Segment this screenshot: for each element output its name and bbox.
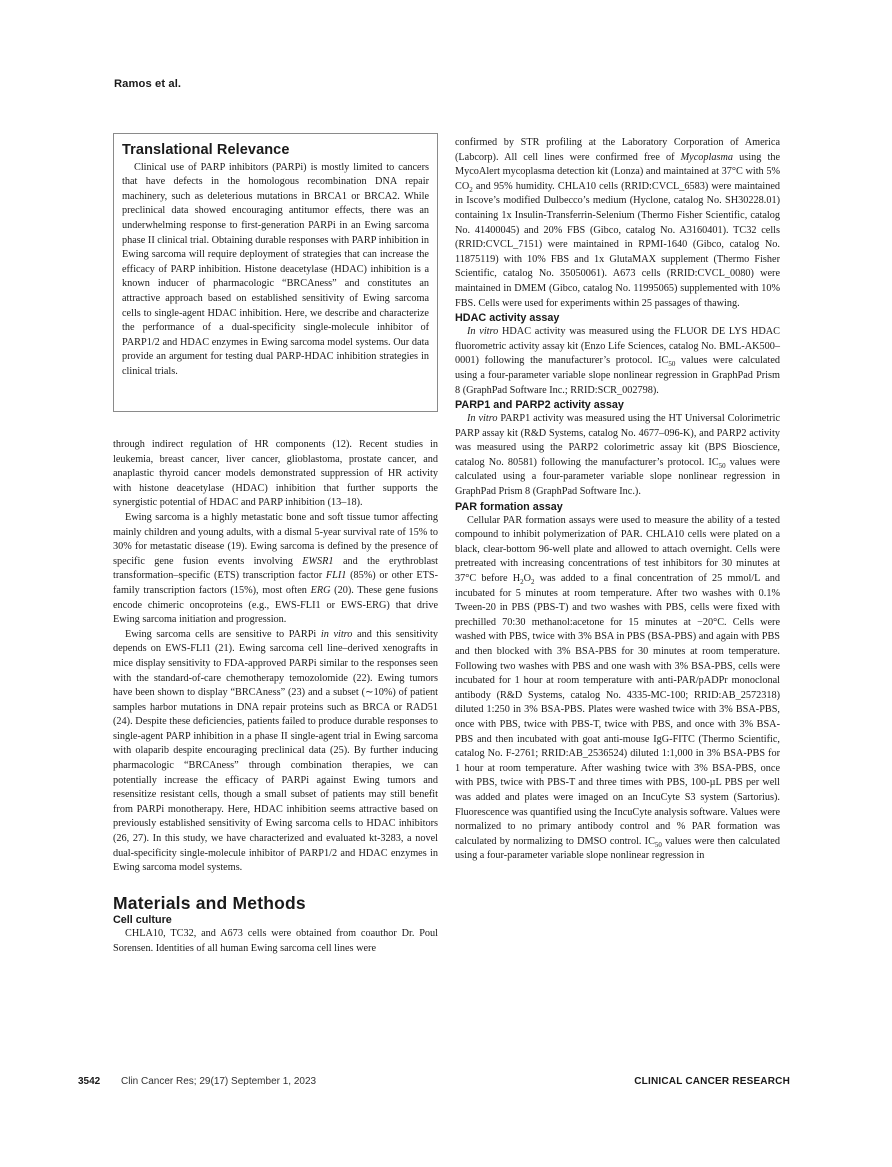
translational-relevance-box [113,133,438,412]
subsection-heading: HDAC activity assay [455,312,560,325]
subsection-heading: Cell culture [113,914,172,927]
running-head: Ramos et al. [114,78,182,90]
body-paragraph: In vitro HDAC activity was measured using the FLUOR DE LYS HDAC fluorometric activity assay kit (Enzo Life Sciences, catalog No. BML-AK500–0001) following the manufacturer’s protocol. $IC_{50}$ values were calculated using a four-parameter variable slope nonlinear regression in GraphPad Prism 8 (GraphPad Software Inc.; RRID:SCR_002798). [455,326,780,396]
section-heading: Materials and Methods [113,892,306,913]
subsection-heading: PARP1 and PARP2 activity assay [455,399,624,412]
right-column [455,136,780,864]
subsection-heading: PAR formation assay [455,500,563,513]
translational-relevance-text: Clinical use of PARP inhibitors (PARPi) is mostly limited to cancers that have defects in the homologous recombination DNA repair machinery, such as deleterious mutations in BRCA1 or BRCA2. While preclinical data showed encouraging antitumor effects, there was an underwhelming response to first-generation PARPi in an Ewing sarcoma phase II clinical trial. Obtaining durable responses with PARP inhibition in Ewing sarcoma will require deployment of strategies that can increase the efficacy of PARP inhibition. Histone deacetylase (HDAC) inhibition is a known inducer of pharmacologic “BRCAness” and constitutes an attractive approach based on established sensitivity of Ewing sarcoma cells to single-agent HDAC inhibition. Here, we describe and characterize the performance of a dual-specificity single-molecule inhibitor of PARP1/2 and HDAC enzymes in Ewing sarcoma model systems. Our data provide an argument for testing dual PARP-HDAC inhibition strategies in clinical trials. [122,161,429,377]
translational-relevance-title: Translational Relevance [122,142,290,158]
body-paragraph: through indirect regulation of HR components (12). Recent studies in leukemia, breast cancer, liver cancer, glioblastoma, prostate cancer, and anaplastic thyroid cancer models demonstrated suppression of HR activity with histone deacetylase (HDAC) inhibition that further supports the synergistic potential of HDAC and PARP inhibition (13–18). [113,439,438,509]
journal-citation: Clin Cancer Res; 29(17) September 1, 2023 [121,1076,317,1087]
body-paragraph: confirmed by STR profiling at the Laboratory Corporation of America (Labcorp). All cell lines were confirmed free of Mycoplasma using the MycoAlert mycoplasma detection kit (Lonza) and maintained at 37°C with 5% $CO_2$ and 95% humidity. CHLA10 cells (RRID:CVCL_6583) were maintained in Iscove’s modified Dulbecco’s medium (Hyclone, catalog No. SH30228.01) containing 1x Insulin-Transferrin-Selenium (Thermo Fisher Scientific, catalog No. 41400045) and 20% FBS (Gibco, catalog No. A3160401). TC32 cells (RRID:CVCL_7151) were maintained in RPMI-1640 (Gibco, catalog No. 11875119) with 10% FBS and 1x GlutaMAX supplement (Thermo Fisher Scientific, catalog No. 35050061). A673 cells (RRID:CVCL_0080) were maintained in DMEM (Gibco, catalog No. 11995065) supplemented with 10% FBS. Cells were used for experiments within 25 passages of thawing. [455,137,780,309]
body-paragraph: CHLA10, TC32, and A673 cells were obtained from coauthor Dr. Poul Sorensen. Identities of all human Ewing sarcoma cell lines were [113,928,438,954]
left-column [113,133,438,957]
body-paragraph: Cellular PAR formation assays were used to measure the ability of a tested compound to inhibit polymerization of PAR. CHLA10 cells were plated on a black, clear-bottom 96-well plate and allowed to attach overnight. Cells were pretreated with increasing concentrations of test inhibitors for 30 minutes at 37°C before $H_2O_2$ was added to a final concentration of 25 mmol/L and incubated for 5 minutes at room temperature. After two washes with 0.1% Tween-20 in PBS (PBS-T) and two washes with PBS, cells were fixed with prechilled 70:30 methanol:acetone for 15 minutes at −20°C. Cells were washed with PBS, twice with 3% BSA in PBS (BSA-PBS) and again with PBS and then blocked with 3% BSA-PBS for 30 minutes at room temperature. Following two washes with PBS and one wash with 3% BSA-PBS, cells were incubated for 1 hour at room temperature with anti-PAR/pADPr monoclonal antibody (R&D Systems, catalog No. 4335-MC-100; RRID:AB_2572318) diluted 1:250 in 3% BSA-PBS. Plates were washed twice with 3% BSA-PBS, once with PBS, twice with PBS-T, twice with PBS, and once with 3% BSA-PBS and then incubated with goat anti-mouse IgG-FITC (Thermo Scientific, catalog No. F-2761; RRID:AB_2536524) diluted 1:1,000 in 3% BSA-PBS for 1 hour at room temperature. After washing twice with 3% BSA-PBS, once with PBS, twice with PBS-T and three times with PBS, 100-µL PBS per well was added and plates were imaged on an IncuCyte S3 system (Sartorius). Fluorescence was quantified using the IncuCyte analysis software. Values were normalized to no primary antibody control and % PAR formation was calculated by normalizing to DMSO control. $IC_{50}$ values were then calculated using a four-parameter variable slope nonlinear regression in [455,514,781,862]
body-paragraph: Ewing sarcoma cells are sensitive to PARPi in vitro and this sensitivity depends on EWS-FLI1 (21). Ewing sarcoma cell line–derived xenografts in mice display sensitivity to FDA-approved PARPi similar to the responses seen with the standard-of-care chemotherapy temozolomide (22). Ewing tumors have been shown to display “BRCAness” (23) and a subset (∼10%) of patient samples harbor mutations in DNA repair proteins such as BRCA or RAD51 (24). Despite these deficiencies, patients failed to produce durable responses to single-agent PARP inhibition in a phase II single-agent trial in Ewing sarcoma with olaparib despite encouraging preclinical data (25). By further inducing pharmacologic “BRCAness” through combination therapies, we can potentially increase the efficacy of PARPi against Ewing tumors and resensitize resistant cells, though a small subset of patients may still benefit from PARPi monotherapy. Here, HDAC inhibition seems attractive based on previously established sensitivity of Ewing sarcoma cells to HDAC inhibitors (26, 27). In this study, we have characterized and evaluated kt-3283, a novel dual-specificity single-molecule inhibitor of PARP1/2 and HDAC enzymes in Ewing sarcoma model systems. [113,628,438,874]
body-paragraph: Ewing sarcoma is a highly metastatic bone and soft tissue tumor affecting mainly children and young adults, with a dismal 5-year survival rate of 15% to 30% for metastatic disease (19). Ewing sarcoma is defined by the presence of specific gene fusion events involving EWSR1 and the erythroblast transformation–specific (ETS) transcription factor FLI1 (85%) or other ETS-family transcription factors (15%), most often ERG (20). These gene fusions encode chimeric oncoproteins (e.g., EWS-FLI1 or EWS-ERG) that drive Ewing sarcoma initiation and progression. [113,511,439,626]
body-paragraph: In vitro PARP1 activity was measured using the HT Universal Colorimetric PARP assay kit (R&D Systems, catalog No. 4677–096-K), and PARP2 activity was measured using the PARP2 colorimetric assay kit (BPS Bioscience, catalog No. 80581) following the manufacturer’s protocol. $IC_{50}$ values were calculated using a four-parameter variable slope nonlinear regression in GraphPad Prism 8 (GraphPad Software Inc.). [455,413,780,498]
journal-name: CLINICAL CANCER RESEARCH [634,1076,790,1087]
page-number: 3542 [78,1076,101,1087]
